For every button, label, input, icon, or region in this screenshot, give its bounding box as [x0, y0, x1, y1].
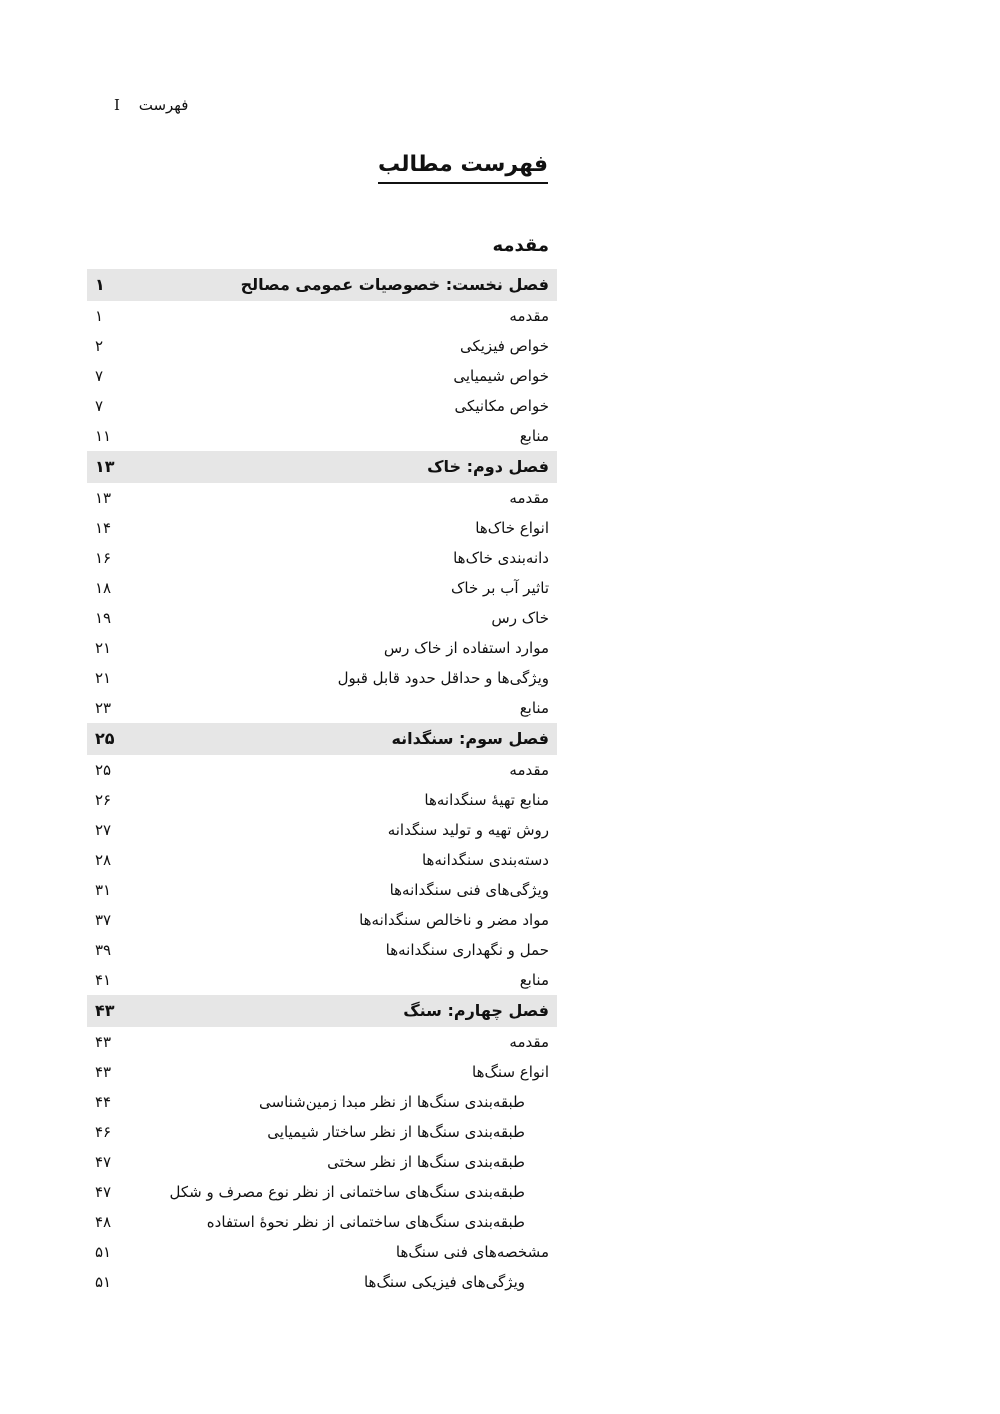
toc-entry-page-number: ۴۶ [95, 1123, 112, 1141]
toc-entry-page-number: ۱۴ [95, 519, 112, 537]
toc-entry-page-number: ۴۳ [95, 1063, 112, 1081]
toc-entry-title: طبقه‌بندی سنگ‌ها از نظر سختی [327, 1153, 525, 1171]
toc-entry-page-number: ۲۸ [95, 851, 112, 869]
toc-entry-title: منابع [519, 971, 549, 989]
toc-entry-page-number: ۲ [95, 337, 104, 355]
toc-entry-row[interactable] [87, 815, 557, 845]
toc-entry-row[interactable] [87, 1057, 557, 1087]
header-page-number: I [114, 96, 120, 114]
toc-entry-page-number: ۱۹ [95, 609, 112, 627]
toc-entry-title: طبقه‌بندی سنگ‌های ساختمانی از نظر نوع مصرف و شکل [169, 1183, 525, 1201]
toc-entry-title: انواع خاک‌ها [475, 519, 549, 537]
toc-entry-title: ویژگی‌ها و حداقل حدود قابل قبول [337, 669, 549, 687]
toc-entry-row[interactable] [87, 1177, 557, 1207]
toc-entry-title: فصل نخست: خصوصیات عمومی مصالح [240, 275, 549, 294]
toc-entry-page-number: ۳۹ [95, 941, 112, 959]
toc-entry-page-number: ۲۱ [95, 639, 112, 657]
toc-entry-page-number: ۵۱ [95, 1273, 112, 1291]
toc-entry-title: خواص مکانیکی [454, 397, 549, 415]
toc-entry-page-number: ۴۱ [95, 971, 112, 989]
toc-chapter-row[interactable] [87, 995, 557, 1027]
toc-title: فهرست مطالب [378, 150, 548, 184]
toc-entry-page-number: ۴۴ [95, 1093, 112, 1111]
toc-entry-title: منابع تهیۀ سنگدانه‌ها [424, 791, 549, 809]
toc-entry-title: مشخصه‌های فنی سنگ‌ها [395, 1243, 549, 1261]
toc-entry-page-number: ۴۷ [95, 1183, 112, 1201]
toc-entry-page-number: ۲۳ [95, 699, 112, 717]
toc-entry-title: ویژگی‌های فیزیکی سنگ‌ها [363, 1273, 525, 1291]
toc-entry-row[interactable] [87, 1087, 557, 1117]
toc-entry-title: ویژگی‌های فنی سنگدانه‌ها [389, 881, 549, 899]
toc-chapter-row[interactable] [87, 269, 557, 301]
toc-entry-row[interactable] [87, 603, 557, 633]
toc-entry-page-number: ۱۸ [95, 579, 112, 597]
toc-entry-row[interactable] [87, 1147, 557, 1177]
header-running-title: فهرست [138, 96, 189, 114]
toc-entry-title: مقدمه [509, 1033, 549, 1051]
toc-entry-title: خواص شیمیایی [453, 367, 549, 385]
toc-entry-title: روش تهیه و تولید سنگدانه [387, 821, 549, 839]
toc-entry-row[interactable] [87, 785, 557, 815]
toc-entry-title: طبقه‌بندی سنگ‌ها از نظر ساختار شیمیایی [267, 1123, 525, 1141]
toc-entry-title: دانه‌بندی خاک‌ها [453, 549, 549, 567]
toc-entry-row[interactable] [87, 1027, 557, 1057]
toc-entry-row[interactable] [87, 391, 557, 421]
toc-entry-page-number: ۱ [95, 275, 105, 294]
toc-entry-page-number: ۱ [95, 307, 104, 325]
toc-entry-row[interactable] [87, 421, 557, 451]
toc-entry-row[interactable] [87, 693, 557, 723]
toc-chapter-row[interactable] [87, 723, 557, 755]
toc-entry-row[interactable] [87, 1207, 557, 1237]
toc-entry-row[interactable] [87, 845, 557, 875]
toc-entry-row[interactable] [87, 543, 557, 573]
toc-entry-row[interactable] [87, 965, 557, 995]
toc-entry-page-number: ۴۸ [95, 1213, 112, 1231]
toc-entry-row[interactable] [87, 663, 557, 693]
toc-entry-title: فصل سوم: سنگدانه [391, 729, 549, 748]
toc-entry-title: فصل دوم: خاک [427, 457, 549, 476]
toc-entry-title: مواد مضر و ناخالص سنگدانه‌ها [359, 911, 549, 929]
toc-entry-title: طبقه‌بندی سنگ‌های ساختمانی از نظر نحوۀ استفاده [206, 1213, 525, 1231]
toc-entry-row[interactable] [87, 513, 557, 543]
toc-entry-row[interactable] [87, 755, 557, 785]
toc-entry-page-number: ۱۶ [95, 549, 112, 567]
toc-entry-row[interactable] [87, 1267, 557, 1297]
toc-entry-page-number: ۷ [95, 397, 104, 415]
toc-entry-title: منابع [519, 699, 549, 717]
toc-entry-row[interactable] [87, 573, 557, 603]
toc-entry-page-number: ۲۶ [95, 791, 112, 809]
toc-entry-row[interactable] [87, 905, 557, 935]
toc-entry-row[interactable] [87, 1237, 557, 1267]
toc-entry-page-number: ۷ [95, 367, 104, 385]
toc-entry-page-number: ۲۷ [95, 821, 112, 839]
toc-entry-title: موارد استفاده از خاک رس [383, 639, 549, 657]
toc-entry-title: فصل چهارم: سنگ [403, 1001, 549, 1020]
toc-entry-page-number: ۲۵ [95, 729, 115, 748]
toc-entry-row[interactable] [87, 935, 557, 965]
toc-entry-title: تاثیر آب بر خاک [450, 579, 549, 597]
toc-entry-title: خاک رس [491, 609, 549, 627]
toc-entry-page-number: ۳۱ [95, 881, 112, 899]
toc-entry-title: مقدمه [509, 489, 549, 507]
toc-entry-title: خواص فیزیکی [459, 337, 549, 355]
table-of-contents [87, 269, 557, 1297]
toc-entry-page-number: ۴۳ [95, 1033, 112, 1051]
toc-entry-title: طبقه‌بندی سنگ‌ها از نظر مبدا زمین‌شناسی [259, 1093, 525, 1111]
toc-entry-title: مقدمه [509, 307, 549, 325]
toc-entry-title: حمل و نگهداری سنگدانه‌ها [385, 941, 549, 959]
toc-entry-row[interactable] [87, 875, 557, 905]
toc-entry-title: انواع سنگ‌ها [472, 1063, 549, 1081]
toc-entry-page-number: ۳۷ [95, 911, 112, 929]
toc-chapter-row[interactable] [87, 451, 557, 483]
toc-entry-row[interactable] [87, 633, 557, 663]
toc-entry-page-number: ۴۷ [95, 1153, 112, 1171]
running-header [114, 94, 188, 116]
toc-entry-row[interactable] [87, 331, 557, 361]
toc-entry-title: منابع [519, 427, 549, 445]
toc-entry-page-number: ۲۱ [95, 669, 112, 687]
toc-entry-page-number: ۱۳ [95, 489, 112, 507]
toc-entry-row[interactable] [87, 361, 557, 391]
toc-entry-title: مقدمه [509, 761, 549, 779]
toc-entry-page-number: ۲۵ [95, 761, 112, 779]
toc-entry-page-number: ۱۳ [95, 457, 115, 476]
toc-entry-page-number: ۵۱ [95, 1243, 112, 1261]
toc-entry-row[interactable] [87, 1117, 557, 1147]
preface-heading: مقدمه [492, 235, 549, 256]
toc-entry-row[interactable] [87, 483, 557, 513]
toc-entry-page-number: ۴۳ [95, 1001, 115, 1020]
toc-entry-title: دسته‌بندی سنگدانه‌ها [421, 851, 549, 869]
toc-entry-page-number: ۱۱ [95, 427, 112, 445]
toc-entry-row[interactable] [87, 301, 557, 331]
